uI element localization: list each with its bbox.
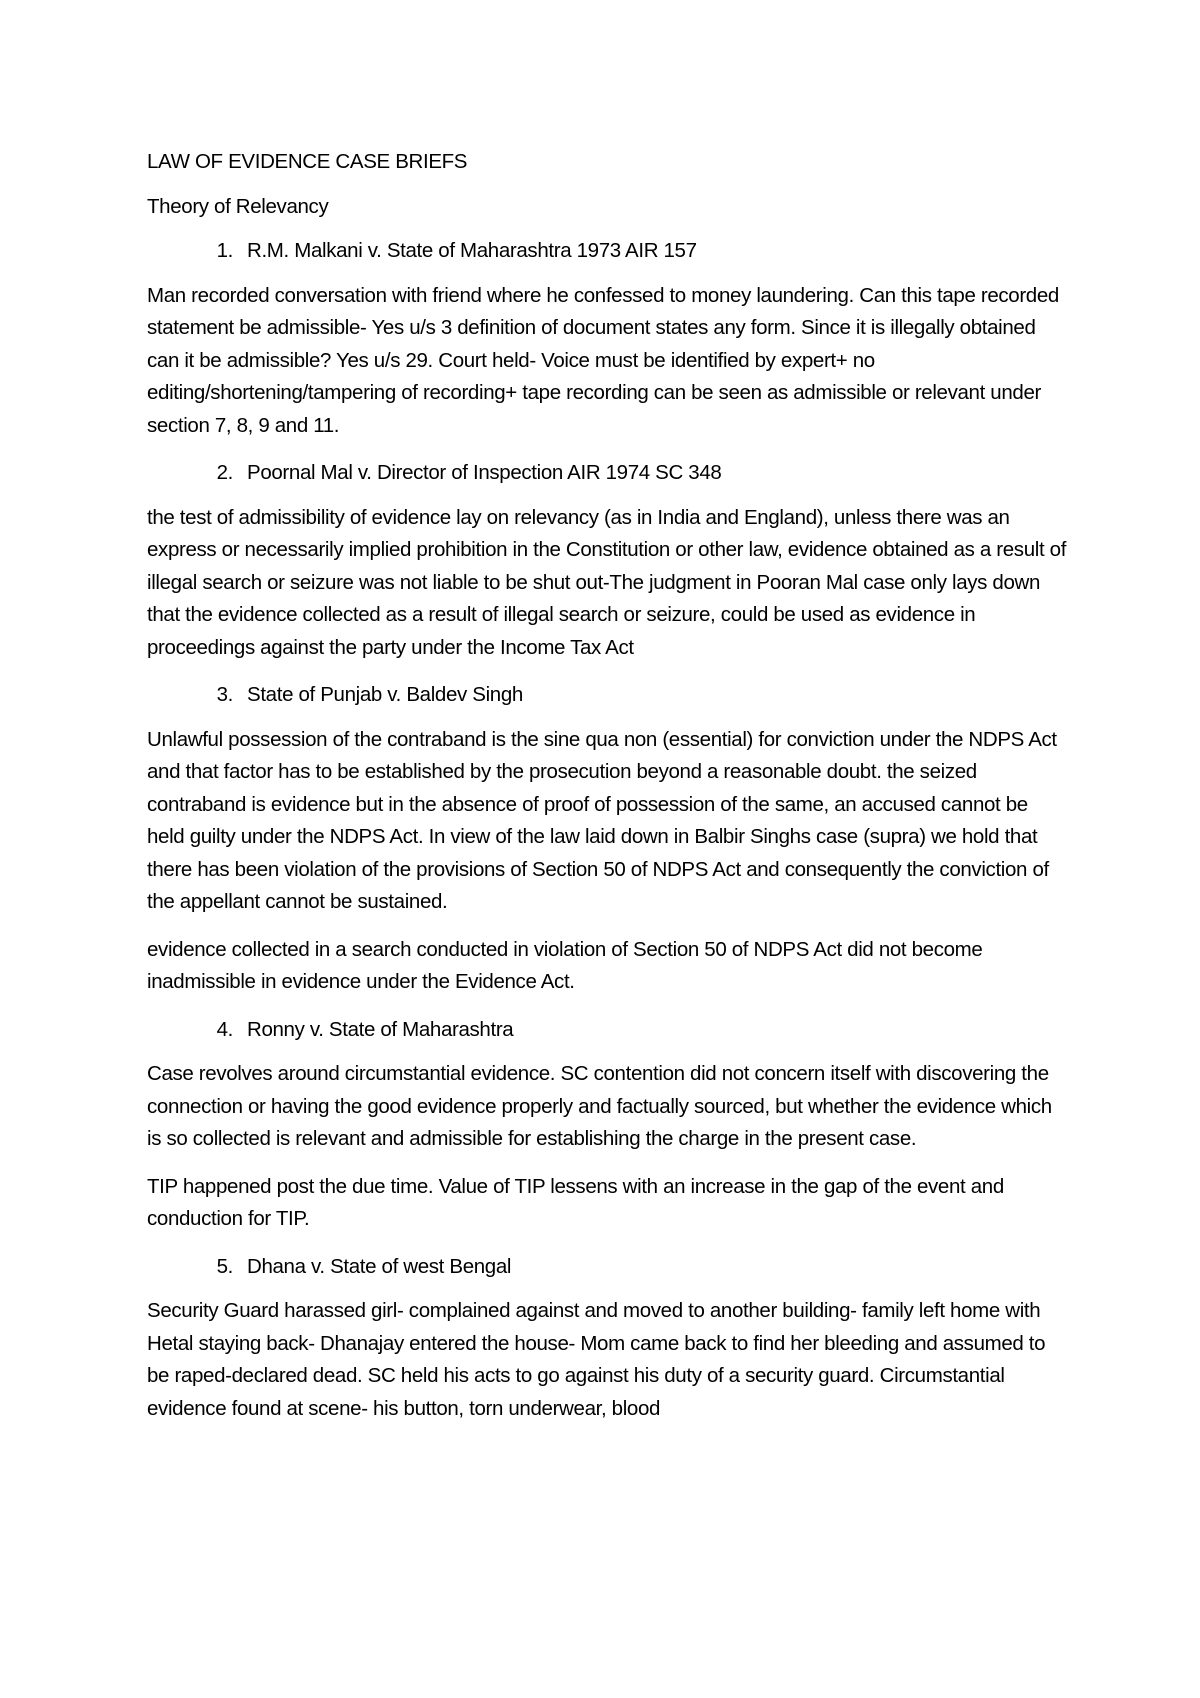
document-title: LAW OF EVIDENCE CASE BRIEFS [147,150,468,173]
case-number: 5. [216,1254,233,1278]
case-1-summary: Man recorded conversation with friend where he confessed to money laundering. Can this tape recorded statement be admissible- Yes u/s 3 definition of document states any form. Since it is illegally obtained can it be admissible? Yes u/s 29. Court held- Voice must be identified by expert+ no editing/shortening/tampering of recording+ tape recording can be seen as admissible or relevant under section 7, 8, 9 and 11. [147,283,1059,437]
case-name: R.M. Malkani v. State of Maharashtra 1973 AIR 157 [247,239,697,262]
case-number: 4. [216,1017,233,1041]
case-4-summary: Case revolves around circumstantial evidence. SC contention did not concern itself with discovering the connection or having the good evidence properly and factually sourced, but whether the evidence which is so collected is relevant and admissible for establishing the charge in the present case. [147,1062,1052,1150]
case-2-summary: the test of admissibility of evidence lay on relevancy (as in India and England), unless there was an express or necessarily implied prohibition in the Constitution or other law, evidence obtained as a result of illegal search or seizure was not liable to be shut out-The judgment in Pooran Mal case only lays down that the evidence collected as a result of illegal search or seizure, could be used as evidence in proceedings against the party under the Income Tax Act [147,505,1067,659]
section-heading: Theory of Relevancy [147,194,329,218]
case-name: Dhana v. State of west Bengal [247,1254,512,1278]
case-name: Ronny v. State of Maharashtra [247,1017,514,1041]
case-3-note: evidence collected in a search conducted in violation of Section 50 of NDPS Act did not become inadmissible in evidence under the Evidence Act. [147,937,983,993]
case-heading-2 [147,457,1067,490]
case-3-summary: Unlawful possession of the contraband is the sine qua non (essential) for conviction under the NDPS Act and that factor has to be established by the prosecution beyond a reasonable doubt. the seized contraband is evidence but in the absence of proof of possession of the same, an accused cannot be held guilty under the NDPS Act. In view of the law laid down in Balbir Singhs case (supra) we hold that there has been violation of the provisions of Section 50 of NDPS Act and consequently the conviction of the appellant cannot be sustained. [147,727,1057,913]
case-name: Poornal Mal v. Director of Inspection AIR 1974 SC 348 [247,461,722,484]
case-heading-5 [147,1251,1067,1284]
document-body [147,146,1067,1440]
case-heading-1 [147,235,1067,268]
case-number: 1. [216,239,233,262]
case-4-note: TIP happened post the due time. Value of TIP lessens with an increase in the gap of the event and conduction for TIP. [147,1174,1004,1230]
case-5-summary: Security Guard harassed girl- complained against and moved to another building- family left home with Hetal staying back- Dhanajay entered the house- Mom came back to find her bleeding and assumed to be raped-declared dead. SC held his acts to go against his duty of a security guard. Circumstantial evidence found at scene- his button, torn underwear, blood [147,1299,1046,1420]
case-number: 3. [216,683,233,706]
case-name: State of Punjab v. Baldev Singh [247,683,523,706]
case-heading-3 [147,679,1067,712]
case-heading-4 [147,1014,1067,1047]
case-number: 2. [216,461,233,484]
